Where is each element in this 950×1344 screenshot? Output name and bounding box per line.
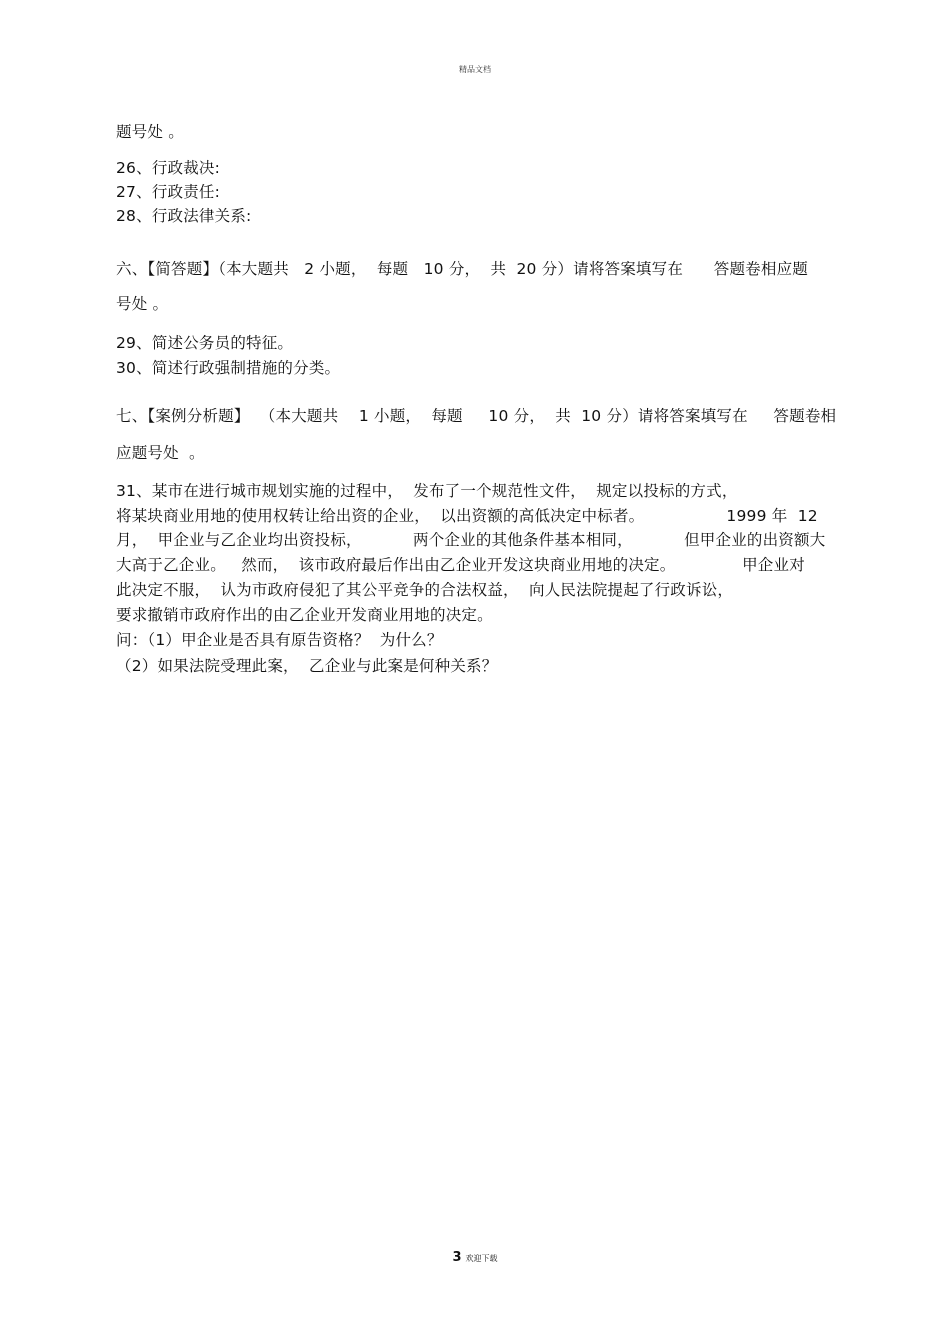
question-31-sub-2: （2）如果法院受理此案， 乙企业与此案是何种关系？ xyxy=(116,657,498,675)
question-28: 28、行政法律关系: xyxy=(116,207,252,225)
question-29: 29、简述公务员的特征。 xyxy=(116,334,294,352)
page-footer xyxy=(0,1246,950,1265)
page-header: 精品文档 xyxy=(459,65,491,74)
text-line-continuation: 题号处 。 xyxy=(116,123,184,141)
section-seven-heading: 七、【案例分析题】 （本大题共 1 小题， 每题 10 分， 共 10 分）请将答案填写在 答题卷相 xyxy=(116,407,837,425)
question-27: 27、行政责任: xyxy=(116,183,221,201)
question-31-line-3: 月， 甲企业与乙企业均出资投标， 两个企业的其他条件基本相同， 但甲企业的出资额大 xyxy=(116,531,826,549)
question-31-line-6: 要求撤销市政府作出的由乙企业开发商业用地的决定。 xyxy=(116,606,493,624)
question-31-line-5: 此决定不服， 认为市政府侵犯了其公平竞争的合法权益， 向人民法院提起了行政诉讼， xyxy=(116,581,734,599)
question-31-line-2: 将某块商业用地的使用权转让给出资的企业， 以出资额的高低决定中标者。 1999 年 12 xyxy=(116,507,818,525)
footer-label: 欢迎下载 xyxy=(465,1254,498,1263)
section-six-heading-cont: 号处 。 xyxy=(116,295,169,313)
question-31-line-4: 大高于乙企业。 然而， 该市政府最后作出由乙企业开发这块商业用地的决定。 甲企业对 xyxy=(116,556,805,574)
question-31-sub-1: 问：（1）甲企业是否具有原告资格？ 为什么？ xyxy=(116,631,443,649)
section-seven-heading-cont: 应题号处 。 xyxy=(116,444,205,462)
question-26: 26、行政裁决: xyxy=(116,159,221,177)
section-six-heading: 六、【简答题】（本大题共 2 小题， 每题 10 分， 共 20 分）请将答案填写在 答题卷相应题 xyxy=(116,260,808,278)
question-30: 30、简述行政强制措施的分类。 xyxy=(116,359,341,377)
page-number: 3 xyxy=(452,1250,462,1265)
question-31-line-1: 31、某市在进行城市规划实施的过程中， 发布了一个规范性文件， 规定以投标的方式， xyxy=(116,482,738,500)
